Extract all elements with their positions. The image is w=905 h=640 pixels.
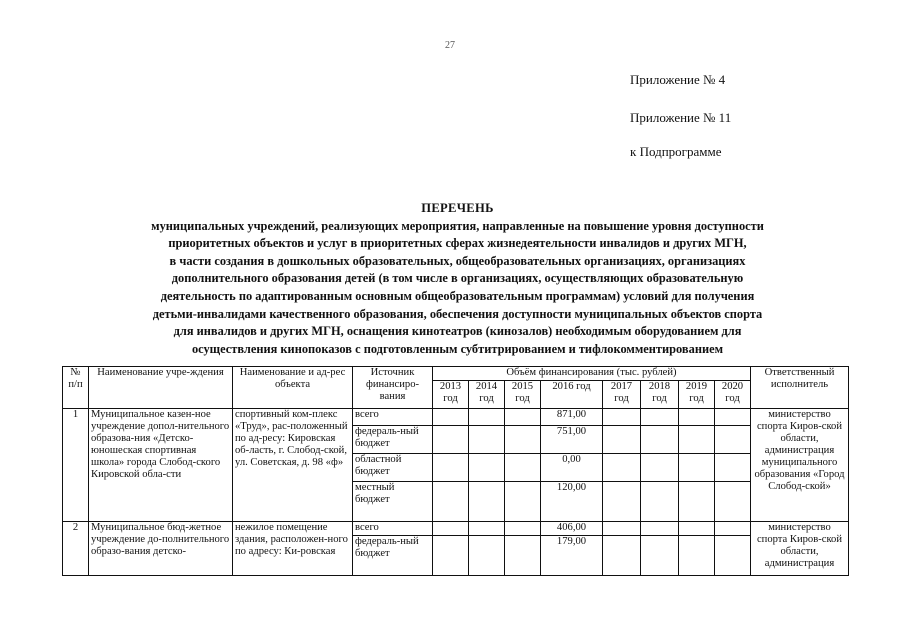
header-source: Источник финансиро-вания (353, 367, 433, 409)
header-year: 2017 год (603, 381, 641, 409)
amount-2016: 120,00 (541, 482, 603, 522)
title-line: детьми-инвалидами качественного образования, обеспечения доступности муниципальных объектов спорта (152, 306, 763, 321)
header-financing: Объём финансирования (тыс. рублей) (433, 367, 751, 381)
title-line: приоритетных объектов и услуг в приоритетных сферах жизнедеятельности инвалидов и других МГН, (168, 236, 747, 251)
amount-2016: 751,00 (541, 426, 603, 454)
institution-name: Муниципальное бюд-жетное учреждение до-полнительного образо-вания детско- (89, 522, 233, 576)
header-year: 2015 год (505, 381, 541, 409)
table-row (63, 522, 849, 536)
header-object: Наименование и ад-рес объекта (233, 367, 353, 409)
title-line: муниципальных учреждений, реализующих мероприятия, направленные на повышение уровня доступности (151, 218, 764, 233)
header-year: 2019 год (679, 381, 715, 409)
funding-source: федераль-ный бюджет (353, 536, 433, 576)
funding-source: всего (353, 409, 433, 426)
responsible-executor: министерство спорта Киров-ской области, администрация (751, 522, 849, 576)
institution-name: Муниципальное казен-ное учреждение допол-нительного образова-ния «Детско-юношеская спортивная школа» города Слобод-ского Кировской обла-сти (89, 409, 233, 522)
responsible-executor: министерство спорта Киров-ской области, администрация муниципального образования «Город Слобод-ской» (751, 409, 849, 522)
amount-2016: 871,00 (541, 409, 603, 426)
title-line: для инвалидов и других МГН, оснащения кинотеатров (кинозалов) необходимым оборудованием для (173, 324, 742, 339)
funding-source: местный бюджет (353, 482, 433, 522)
amount-2016: 406,00 (541, 522, 603, 536)
financing-table (62, 366, 849, 576)
page-number: 27 (445, 40, 455, 51)
amount-2016: 179,00 (541, 536, 603, 576)
title-line: осуществления кинопоказов с подготовленным субтитрированием и тифлокомментированием (191, 341, 724, 356)
annex-line-1: Приложение № 4 (630, 72, 726, 87)
amount-2016: 0,00 (541, 454, 603, 482)
object-name-address: нежилое помещение здания, расположен-ного по адресу: Ки-ровская (233, 522, 353, 576)
header-year: 2013 год (433, 381, 469, 409)
header-num: № п/п (63, 367, 89, 409)
header-year: 2020 год (715, 381, 751, 409)
table-row (63, 409, 849, 426)
title-line: дополнительного образования детей (в том числе в организациях, осуществляющих образовательную (171, 271, 744, 286)
row-num: 2 (63, 522, 89, 576)
header-institution: Наименование учре-ждения (89, 367, 233, 409)
title-line: деятельность по адаптированным основным общеобразовательным программам) условий для получения (160, 288, 755, 303)
header-year: 2014 год (469, 381, 505, 409)
title-heading: ПЕРЕЧЕНЬ (421, 201, 494, 215)
funding-source: всего (353, 522, 433, 536)
object-name-address: спортивный ком-плекс «Труд», рас-положенный по ад-ресу: Кировская об-ласть, г. Слобод-ской, ул. Советская, д. 98 «ф» (233, 409, 353, 522)
annex-line-3: к Подпрограмме (630, 144, 722, 159)
funding-source: областной бюджет (353, 454, 433, 482)
header-year: 2016 год (541, 381, 603, 409)
document-title (40, 200, 875, 358)
row-num: 1 (63, 409, 89, 522)
funding-source: федераль-ный бюджет (353, 426, 433, 454)
header-responsible: Ответственный исполнитель (751, 367, 849, 409)
header-year: 2018 год (641, 381, 679, 409)
title-line: в части создания в дошкольных образовательных, общеобразовательных организациях, организациях (169, 253, 746, 268)
annex-line-2: Приложение № 11 (630, 110, 732, 125)
